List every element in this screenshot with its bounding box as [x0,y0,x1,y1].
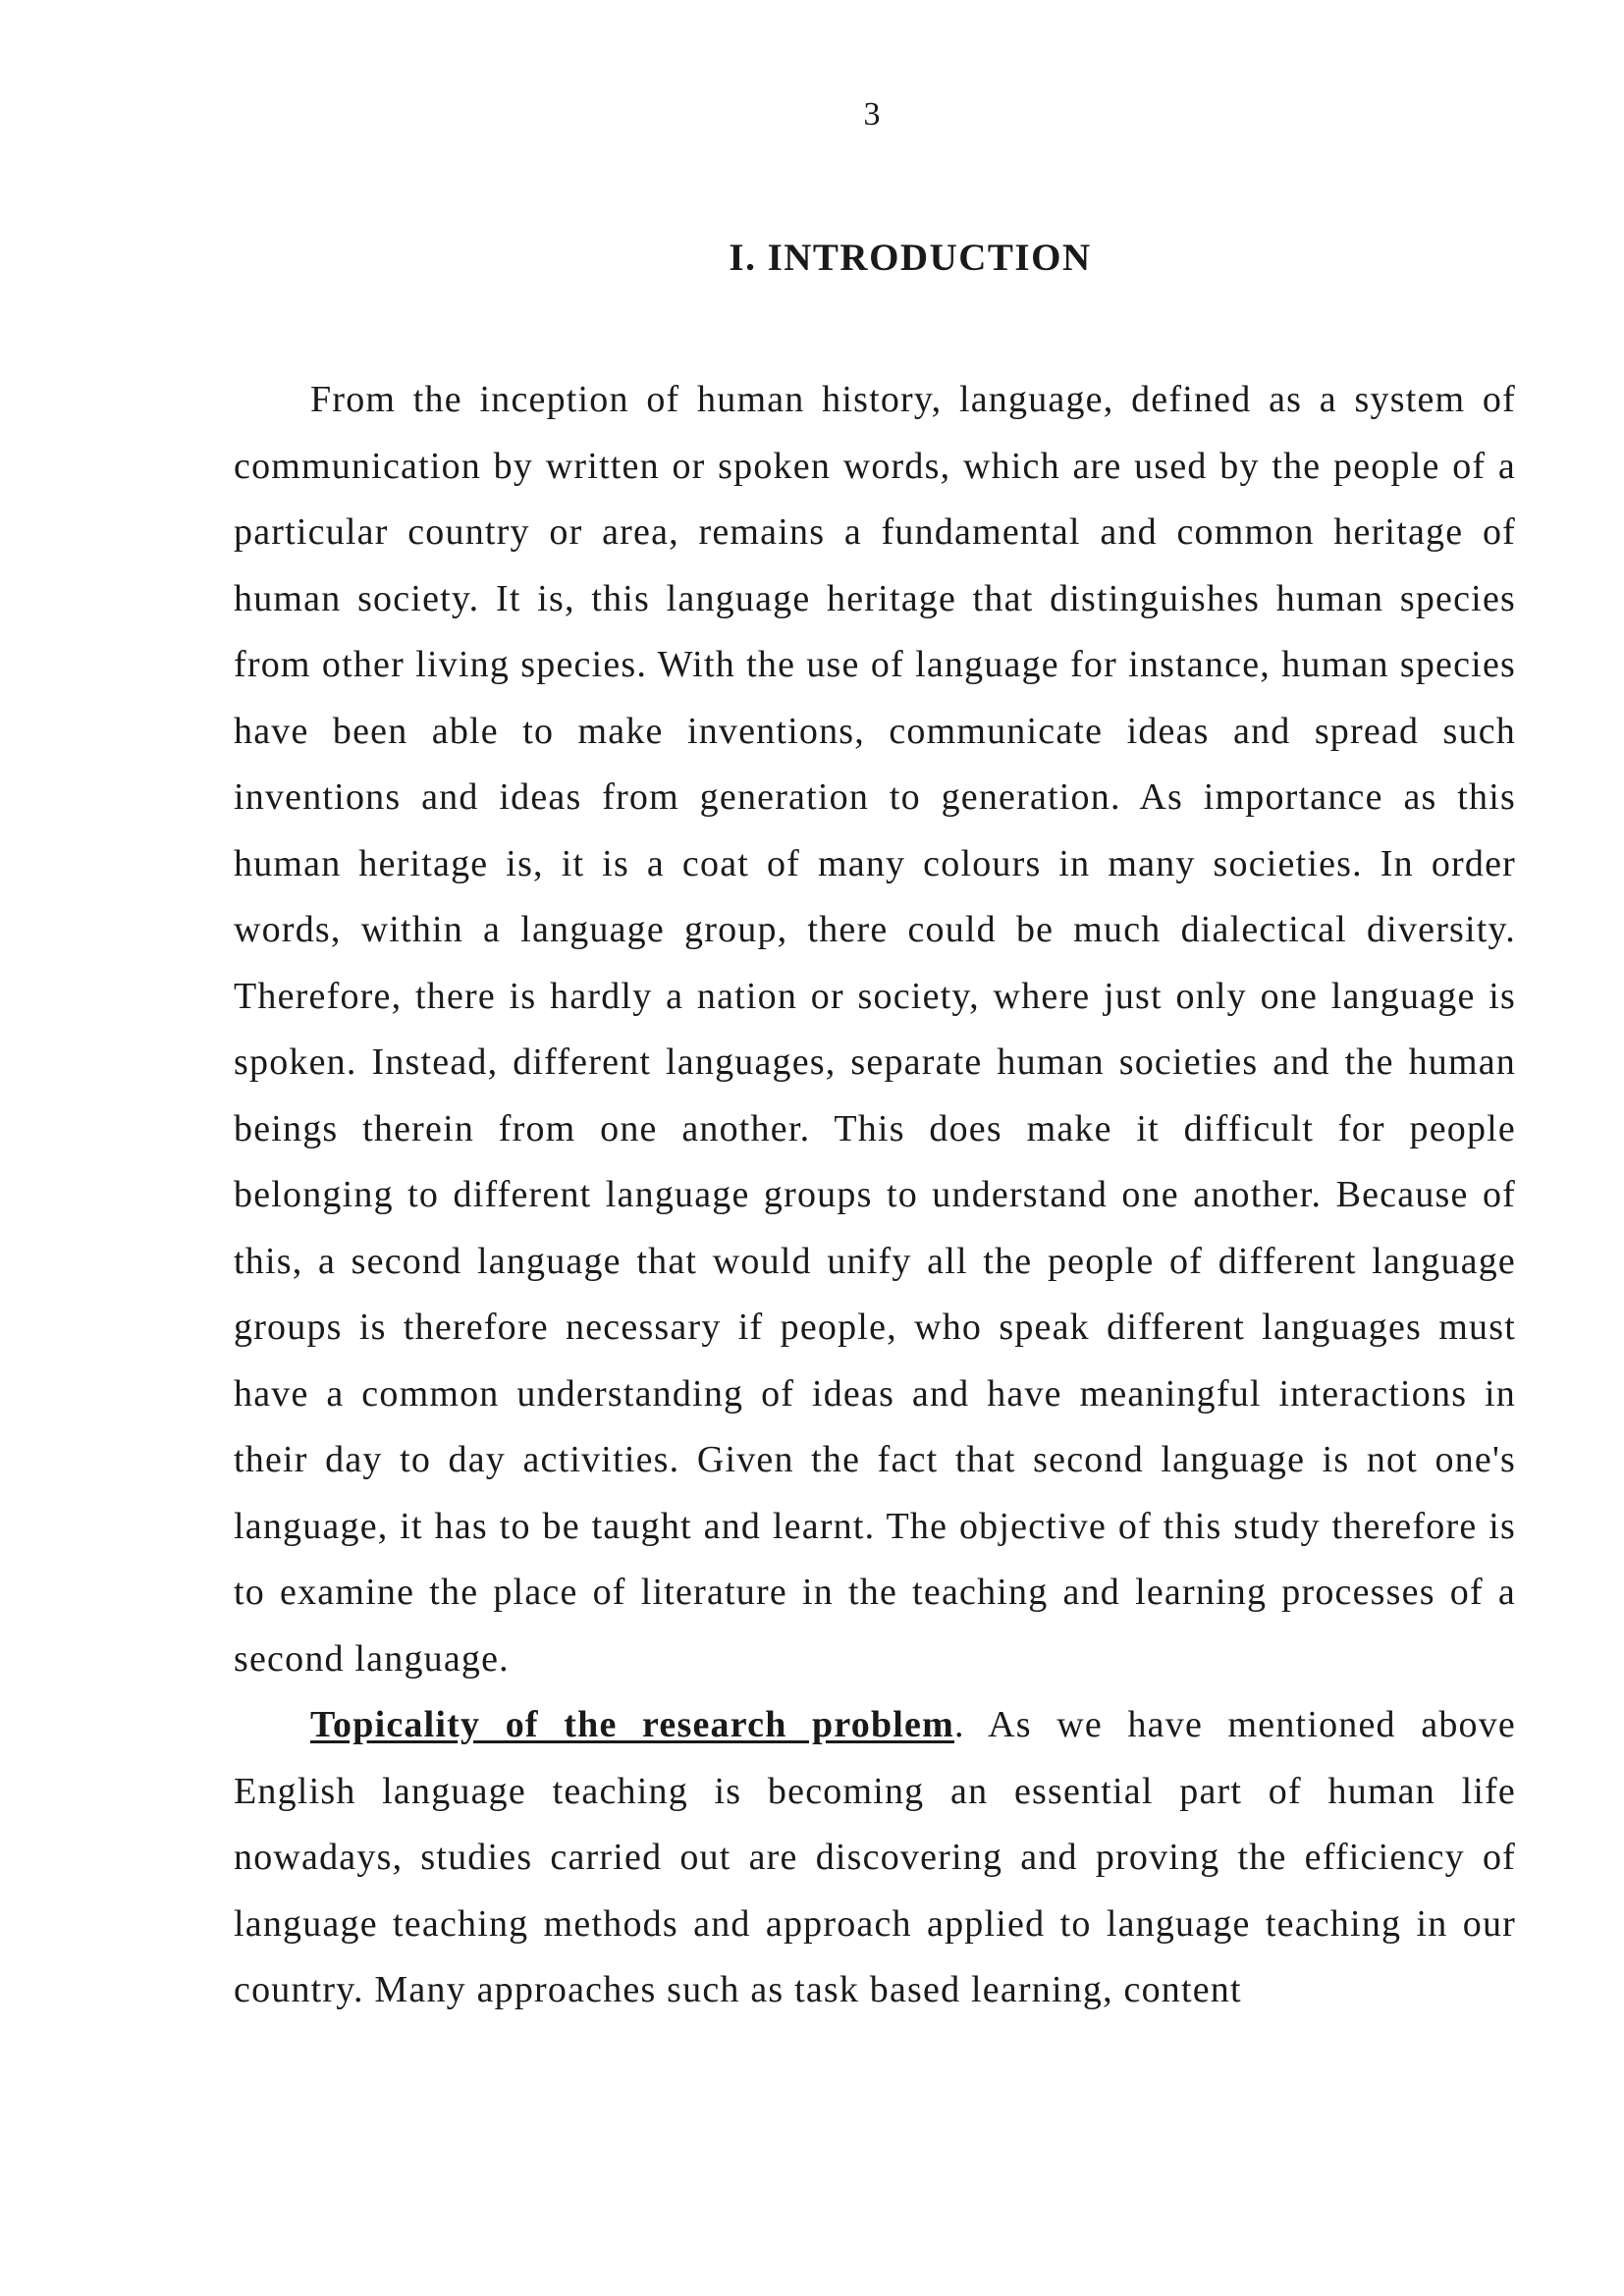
page-number: 3 [863,96,881,133]
body-text [234,367,1516,2024]
topicality-heading: Topicality of the research problem [310,1704,954,1745]
paragraph-introduction [234,367,1516,1692]
paragraph-topicality-text: . As we have mentioned above English language teaching is becoming an essential part of human life nowadays, studies carried out are discovering and proving the efficiency of language teaching methods and approach applied to language teaching in our country. Many approaches such as task based learning, content [234,1704,1516,2010]
paragraph-introduction-text: From the inception of human history, language, defined as a system of communication by written or spoken words, which are used by the people of a particular country or area, remains a fundamental and common heritage of human society. It is, this language heritage that distinguishes human species from other living species. With the use of language for instance, human species have been able to make inventions, communicate ideas and spread such inventions and ideas from generation to generation. As importance as this human heritage is, it is a coat of many colours in many societies. In order words, within a language group, there could be much dialectical diversity. Therefore, there is hardly a nation or society, where just only one language is spoken. Instead, different languages, separate human societies and the human beings therein from one another. This does make it difficult for people belonging to different language groups to understand one another. Because of this, a second language that would unify all the people of different language groups is therefore necessary if people, who speak different languages must have a common understanding of ideas and have meaningful interactions in their day to day activities. Given the fact that second language is not one's language, it has to be taught and learnt. The objective of this study therefore is to examine the place of literature in the teaching and learning processes of a second language. [234,379,1516,1680]
section-title: I. INTRODUCTION [729,237,1092,279]
paragraph-topicality [234,1692,1516,2024]
